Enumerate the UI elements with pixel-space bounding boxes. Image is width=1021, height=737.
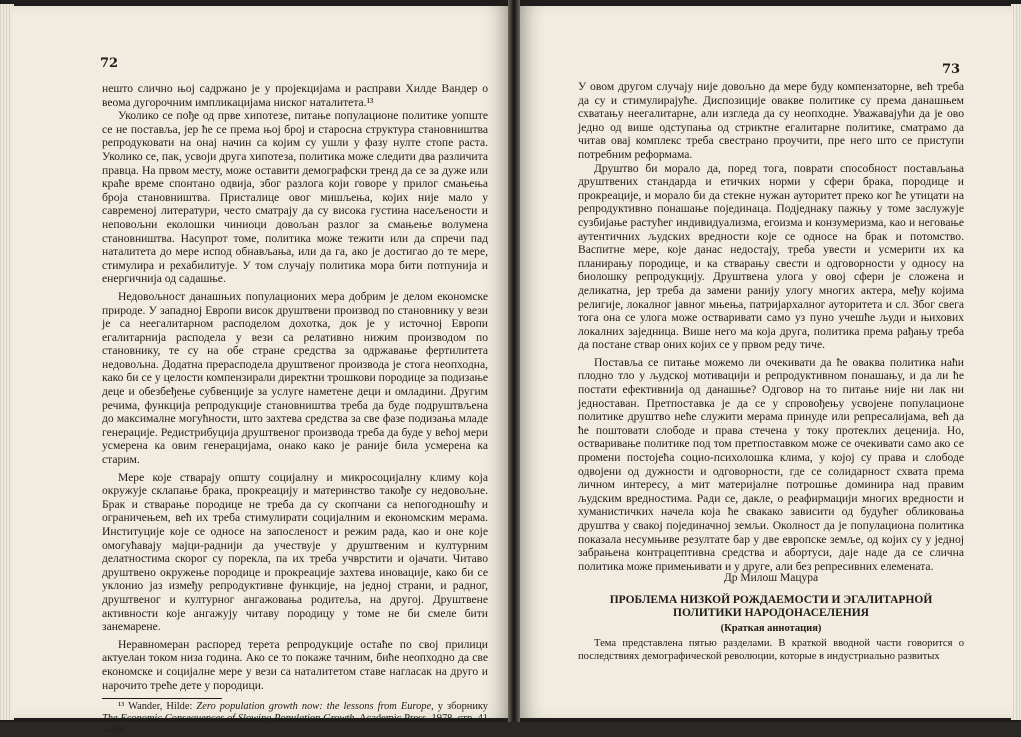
paragraph: Уколико се пође од прве хипотезе, питање популационе политике уопште се не поставља, јер ће се према њој број и старосна структура становништва репродуковати на онај начин са којим су ушли у фазу нулте стопе раста. Уколико се, пак, усвоји друга хипотеза, политика може следити два различита правца. На првом месту, може оставити демографски тренд да се за дуже или краће време спонтано одвија, због разлога који говоре у прилог смањења броја становништва. Присталице овог мишљења, којих није мало у савременој литератури, често сматрају да су висока густина насељености и неповољни еколошки чиниоци довољан разлог за смањење волумена становништва. Насупрот томе, политика може тежити или да спречи пад наталитета до мере испод обнављања, или да га, ако је достигао до те мере, стимулира и рехабилитује. У том случају политика мора бити потпунија и енергичнија од садашње. [102, 109, 488, 286]
footnote-author: Wander, Hilde: [128, 701, 197, 713]
article-subtitle: (Краткая аннотация) [720, 623, 822, 634]
page-number-left: 72 [100, 56, 119, 71]
footnote-rule [102, 698, 222, 699]
left-page-body [102, 82, 488, 737]
footnote-book: The Economic Consequences of Slowing Population Growth [102, 713, 355, 725]
paragraph: У овом другом случају није довољно да мере буду компензаторне, већ треба да су и стимулирајуће. Диспозиције овакве политике су према данашњем схватању неегалитарне, али изгледа да су неопходне. Уважавајући да је ово једно од више одступања од стриктне егалитарне политике, сматрамо да читав овај комплекс треба свестрано проучити, пре него што се приступи потребним реформама. [578, 80, 964, 161]
paragraph: нешто слично њој садржано је у пројекцијама и расправи Хилде Вандер о веома дугорочним импликацијама ниског наталитета.¹³ [102, 82, 488, 109]
footnote-mid: , у зборнику [431, 701, 488, 713]
article-title: ПРОБЛЕМА НИЗКОЙ РОЖДАЕМОСТИ И ЭГАЛИТАРНОЙ ПОЛИТИКИ НАРОДОНАСЕЛЕНИЯ [609, 594, 933, 619]
left-page [12, 6, 510, 737]
paragraph: Неравномеран распоред терета репродукције остаће по свој прилици актуелан током низа година. Ако се то покаже тачним, биће неопходно да све економске и социјалне мере у вези са наталитетом ставе нагласак на друго и нарочито треће дете у породици. [102, 637, 488, 692]
footnote [102, 701, 488, 737]
footnote-marker: ¹³ [118, 701, 125, 713]
article-author: Др Милош Мацура [723, 572, 819, 584]
footnote-title: Zero population growth now: the lessons from Europe [196, 701, 432, 713]
article-abstract: Тема представлена пятью разделами. В краткой вводной части говорится о последствиях демографической революции, которые в индустриально развитых [578, 638, 964, 662]
paragraph: Друштво би морало да, поред тога, поврати способност постављања друштвених стандарда и етичких норми у сфери брака, породице и прокреације, и морало би да стекне нужан ауторитет преко ког ће утицати на репродуктивно понашање појединаца. Подједнаку пажњу у томе заслужује сузбијање растућег индивидуализма, егоизма и конзумеризма, као и неговање аутентичних људских вредности које се односе на брак и потомство. Васпитне мере, које данас недостају, треба увести и усмерити их ка планирању породице, и ка стварању свести и одговорности у односу на биолошку репродукцију. Друштвена улога у овој сфери је сложена и деликатна, јер треба да замени ранију улогу многих актера, међу којима религије, локалног јавног мњења, патријархалног ауторитета и сл. Због свега тога она се улога може остваривати само уз пуно учешће људи и њихових локалних заједница. Више него ма која друга, политика према рађању треба да постане ствар оних којих се у првом реду тиче. [578, 161, 964, 352]
paragraph: Поставља се питање можемо ли очекивати да ће оваква политика наћи плодно тло у људској мотивацији и репродуктивном понашању, и да ли ће постати ефективнија од данашње? Одговор на то питање није ни лак ни једноставан. Претпоставка је да се у спровођењу усвојене популационе политике друштво неће служити мерама принуде или репресалијама, већ да ће поштовати слободе и права стечена у току протеклих деценија. Но, остваривање политике под том претпоставком може се очекивати само ако се промени постојећа социо-психолошка клима, у којој су права и слободе одвојени од дужности и одговорности, где се солидарност схвата према личном интересу, а мит материјалне потрошње доминира над правим људским вредностима. Ради се, дакле, о реафирмацији многих вредности и хуманистичких начела која ће свакако зависити од будућег обликовања друштва у свакој појединачној земљи. Околност да је популациона политика показала несумњиве резултате бар у две европске земље, од којих су у једној забрањена контрацептивна средства и абортуси, даје наде да се слична политика може примењивати и у друге, али без репресивних елемената. [578, 355, 964, 573]
paragraph: Недовољност данашњих популационих мера добрим је делом економске природе. У западној Европи висок друштвени производ по становнику у вези је са неегалитарном расподелом дохотка, док је у источној Европи егалитарнија расподела у вези са релативно нижим производом по становнику, те су на обе стране средства за одржавање фертилитета недовољна. Додатна прерасподела друштвеног производа је стога неопходна, како би се у целости компензирали директни трошкови породице за подизање деце и обезбеђење субвенције за услуге наметене деци и омладини. Другим речима, функција репродукције становништва треба да буде подруштвљена до максималне могућности, што захтева средства за све фазе подизања младе генерације. Редистрибуција друштвеног производа треба да буде у већој мери усмерена ка овим генерацијама, онако како је раније била усмерена ка старим. [102, 289, 488, 467]
book-gutter [508, 0, 520, 722]
right-page [518, 6, 1013, 718]
paragraph: Мере које стварају општу социјалну и микросоцијалну климу која окружује склапање брака, прокреацију и материнство такође су недовољне. Брак и стварање породице не треба да су скопчани са непогодношћу и ограничењем, већ их треба стимулирати социјалним и економским мерама. Институције које се односе на запосленост и режим рада, као и оне које омогућавају мајци-раднији да учествује у друштвеним и културним делатностима скорог су порекла, па их треба учврстити и ојачати. Читаво друштвено окружење породице и прокреације захтева иновације, како би се уклонио јаз између репродуктивне функције, на једној страни, и радног, друштвеног и културног ангажовања родитеља, на другој. Друштвене активности које ангажују читаву породицу у томе не би смеле бити занемарене. [102, 470, 488, 634]
right-page-body [578, 80, 964, 573]
footnote-end: , Academic Press, 1978, стр. 41—69. [102, 713, 488, 737]
page-number-right: 73 [942, 62, 961, 77]
